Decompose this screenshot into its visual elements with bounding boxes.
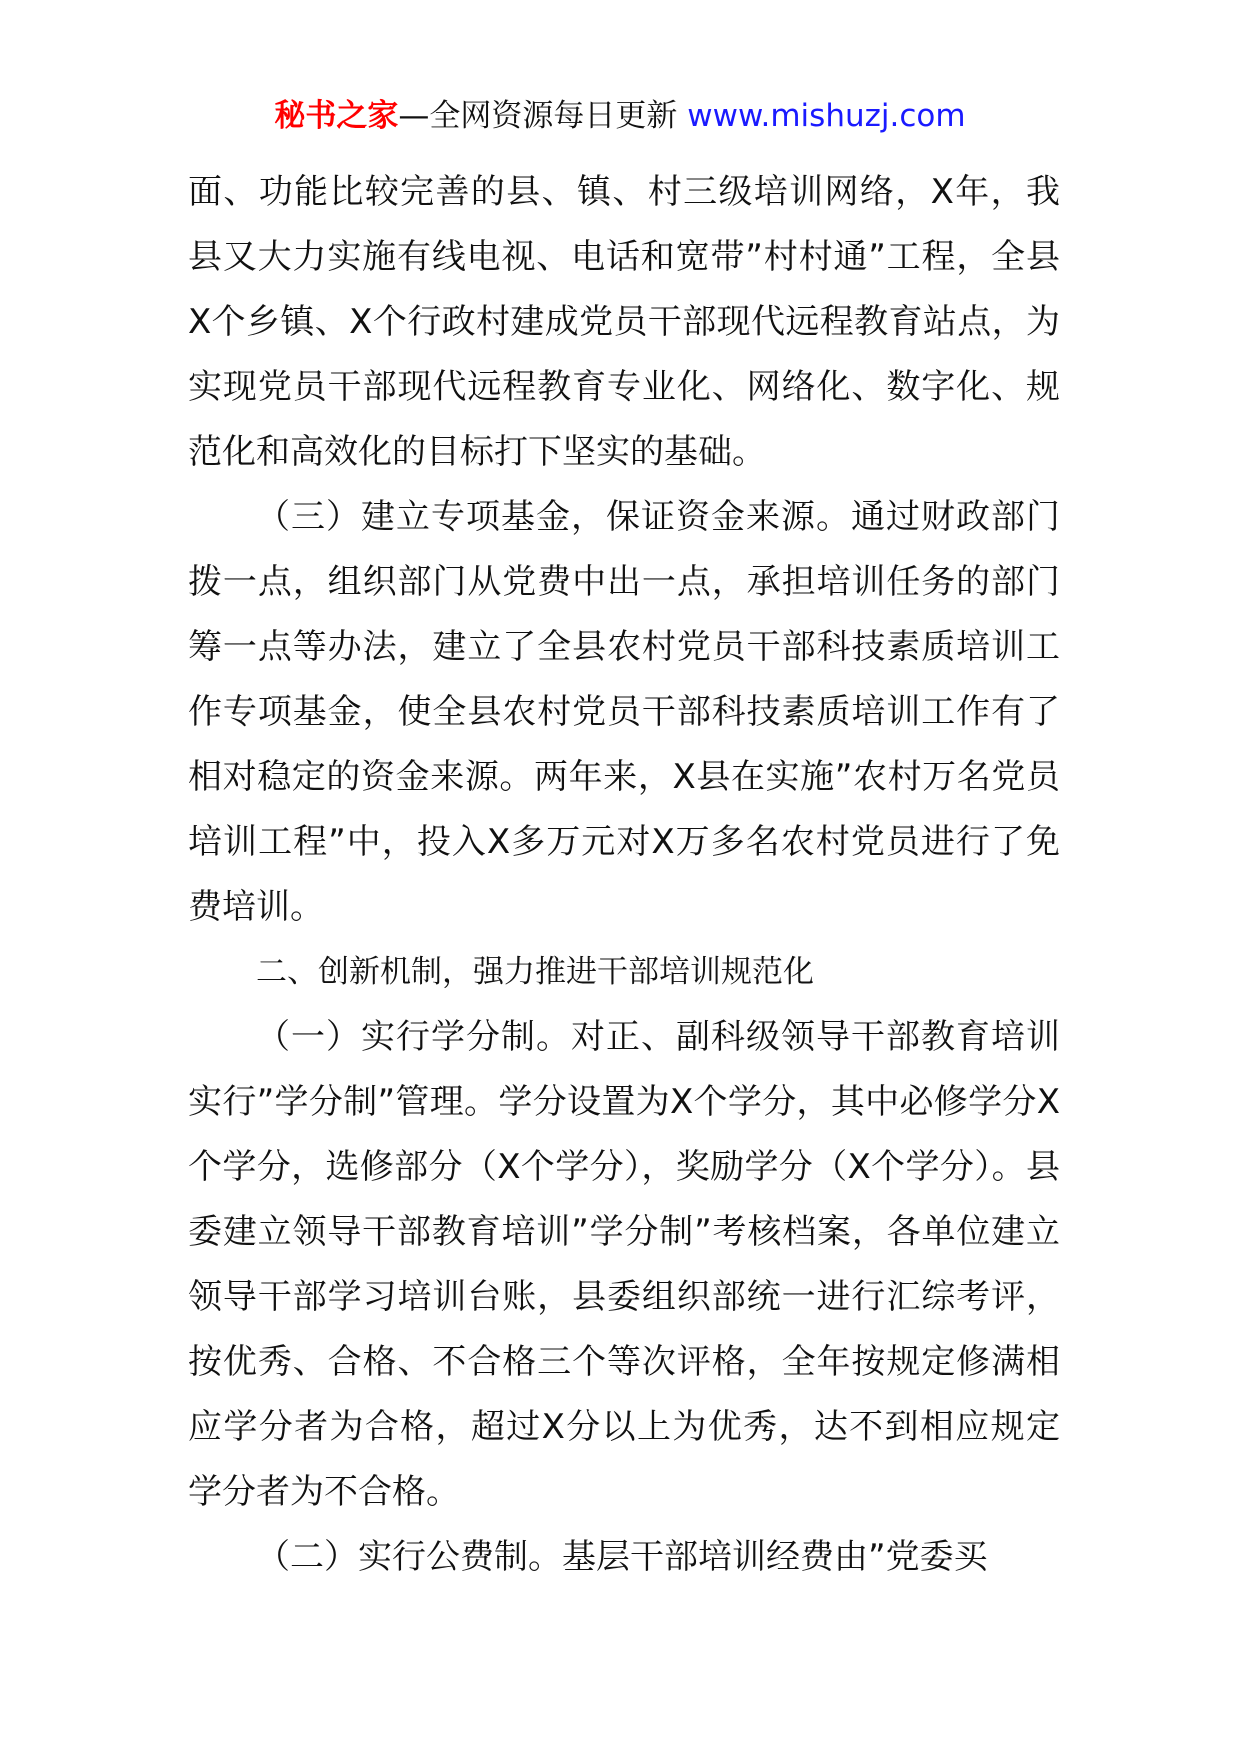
site-tagline: —全网资源每日更新	[398, 98, 688, 134]
paragraph-public-funding: （二）实行公费制。基层干部培训经费由”党委买	[256, 1537, 988, 1577]
site-header	[0, 96, 1240, 136]
paragraph-special-fund: （三）建立专项基金，保证资金来源。通过财政部门拨一点，组织部门从党费中出一点，承担培训任务的部门筹一点等办法，建立了全县农村党员干部科技素质培训工作专项基金，使全县农村党员干部科技素质培训工作有了相对稳定的资金来源。两年来，X县在实施”农村万名党员培训工程”中，投入X多万元对X万多名农村党员进行了免费培训。	[188, 497, 1060, 927]
paragraph-credit-system: （一）实行学分制。对正、副科级领导干部教育培训实行”学分制”管理。学分设置为X个学分，其中必修学分X个学分，选修部分（X个学分），奖励学分（X个学分）。县委建立领导干部教育培训”学分制”考核档案，各单位建立领导干部学习培训台账，县委组织部统一进行汇综考评，按优秀、合格、不合格三个等次评格，全年按规定修满相应学分者为合格，超过X分以上为优秀，达不到相应规定学分者为不合格。	[188, 1017, 1060, 1512]
section-heading: 二、创新机制，强力推进干部培训规范化	[256, 954, 814, 990]
site-brand: 秘书之家	[274, 98, 399, 134]
document-body	[188, 160, 1060, 1590]
site-url-link[interactable]: www.mishuzj.com	[687, 98, 966, 134]
paragraph-continuation: 面、功能比较完善的县、镇、村三级培训网络，X年，我县又大力实施有线电视、电话和宽带”村村通”工程，全县X个乡镇、X个行政村建成党员干部现代远程教育站点，为实现党员干部现代远程教育专业化、网络化、数字化、规范化和高效化的目标打下坚实的基础。	[188, 172, 1060, 472]
